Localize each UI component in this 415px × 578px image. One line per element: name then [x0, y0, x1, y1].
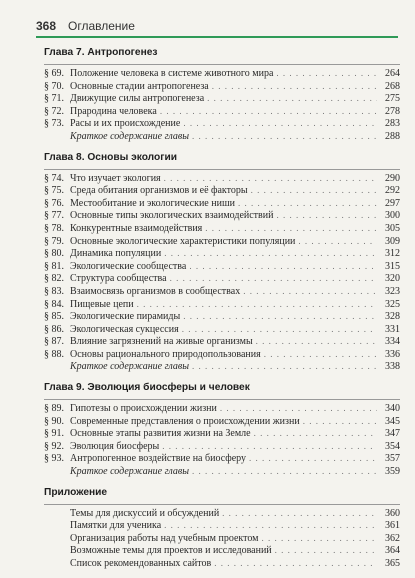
- toc-entry[interactable]: [44, 272, 400, 285]
- section-page-number: 354: [385, 440, 400, 452]
- chapter-summary-entry[interactable]: [44, 360, 400, 373]
- dot-leader: [275, 544, 377, 557]
- section-page-number: 309: [385, 235, 400, 247]
- toc-entry[interactable]: [44, 105, 400, 118]
- section-number: § 74.: [44, 172, 64, 184]
- dot-leader: [262, 532, 378, 545]
- dot-leader: [170, 272, 377, 285]
- dot-leader: [207, 92, 377, 105]
- table-of-contents: [44, 46, 400, 578]
- dot-leader: [164, 172, 377, 185]
- toc-entry[interactable]: [44, 402, 400, 415]
- section-number: § 89.: [44, 403, 64, 415]
- section-page-number: 345: [385, 415, 400, 427]
- section-title: Основные стадии антропогенеза: [70, 80, 209, 92]
- section-title: Эволюция биосферы: [70, 440, 160, 452]
- toc-entry[interactable]: [44, 209, 400, 222]
- section-number: § 80.: [44, 248, 64, 260]
- header-divider: [36, 36, 398, 38]
- section-title: Пищевые цепи: [70, 298, 134, 310]
- toc-entry[interactable]: [44, 532, 400, 545]
- dot-leader: [256, 335, 377, 348]
- dot-leader: [251, 184, 377, 197]
- section-page-number: 297: [385, 197, 400, 209]
- chapter-summary-entry[interactable]: [44, 130, 400, 143]
- dot-leader: [205, 222, 377, 235]
- section-page-number: 292: [385, 185, 400, 197]
- section-title: Основные этапы развития жизни на Земле: [70, 428, 251, 440]
- section-title: Краткое содержание главы: [70, 466, 189, 478]
- section-title: Темы для дискуссий и обсуждений: [70, 507, 220, 519]
- section-page-number: 347: [385, 428, 400, 440]
- toc-entry[interactable]: [44, 247, 400, 260]
- dot-leader: [243, 285, 377, 298]
- page-header: [36, 16, 396, 36]
- toc-entry[interactable]: [44, 235, 400, 248]
- toc-entry[interactable]: [44, 323, 400, 336]
- dot-leader: [192, 130, 377, 143]
- section-page-number: 323: [385, 285, 400, 297]
- section-number: § 78.: [44, 222, 64, 234]
- chapter-heading: Приложение: [44, 486, 108, 498]
- toc-entry[interactable]: [44, 260, 400, 273]
- toc-entry[interactable]: [44, 222, 400, 235]
- toc-entry[interactable]: [44, 507, 400, 520]
- chapter-heading: Глава 7. Антропогенез: [44, 47, 158, 58]
- dot-leader: [303, 415, 377, 428]
- section-title: Краткое содержание главы: [70, 130, 189, 142]
- section-number: § 81.: [44, 260, 64, 272]
- section-title: Взаимосвязь организмов в сообществах: [70, 285, 241, 297]
- toc-entry[interactable]: [44, 557, 400, 570]
- section-number: § 70.: [44, 80, 64, 92]
- section-title: Экологические сообщества: [70, 260, 187, 272]
- section-page-number: 275: [385, 93, 400, 105]
- toc-entry[interactable]: [44, 427, 400, 440]
- section-title: Расы и их происхождение: [70, 118, 181, 130]
- chapter-divider: [44, 64, 400, 65]
- dot-leader: [164, 519, 377, 532]
- toc-entry[interactable]: [44, 544, 400, 557]
- toc-entry[interactable]: [44, 197, 400, 210]
- section-title: Конкурентные взаимодействия: [70, 222, 203, 234]
- section-page-number: 315: [385, 260, 400, 272]
- section-page-number: 334: [385, 336, 400, 348]
- chapter-block: [44, 381, 400, 478]
- section-number: § 72.: [44, 105, 64, 117]
- section-number: § 84.: [44, 298, 64, 310]
- section-number: § 79.: [44, 235, 64, 247]
- dot-leader: [254, 427, 377, 440]
- dot-leader: [183, 310, 377, 323]
- toc-entry[interactable]: [44, 285, 400, 298]
- section-number: § 83.: [44, 285, 64, 297]
- dot-leader: [264, 348, 377, 361]
- section-page-number: 338: [385, 361, 400, 373]
- section-title: Памятки для ученика: [70, 520, 162, 532]
- toc-entry[interactable]: [44, 348, 400, 361]
- section-number: § 88.: [44, 348, 64, 360]
- section-number: § 76.: [44, 197, 64, 209]
- chapter-block: [44, 46, 400, 143]
- section-title: Положение человека в системе животного мира: [70, 68, 274, 79]
- dot-leader: [214, 557, 377, 570]
- section-page-number: 300: [385, 210, 400, 222]
- section-page-number: 362: [385, 532, 400, 544]
- toc-entry[interactable]: [44, 440, 400, 453]
- dot-leader: [192, 360, 377, 373]
- toc-entry[interactable]: [44, 519, 400, 532]
- section-page-number: 361: [385, 520, 400, 532]
- section-page-number: 268: [385, 80, 400, 92]
- dot-leader: [276, 67, 377, 80]
- section-title: Экологическая сукцессия: [70, 323, 179, 335]
- section-title: Что изучает экология: [70, 172, 161, 184]
- dot-leader: [276, 209, 377, 222]
- dot-leader: [182, 323, 377, 336]
- chapter-divider: [44, 399, 400, 400]
- section-page-number: 312: [385, 248, 400, 260]
- section-title: Среда обитания организмов и её факторы: [70, 185, 248, 197]
- toc-entry[interactable]: [44, 452, 400, 465]
- section-number: § 69.: [44, 68, 64, 79]
- dot-leader: [249, 452, 377, 465]
- section-number: § 92.: [44, 440, 64, 452]
- section-title: Основы рационального природопользования: [70, 348, 261, 360]
- dot-leader: [298, 235, 377, 248]
- dot-leader: [183, 117, 377, 130]
- section-page-number: 365: [385, 558, 400, 569]
- section-title: Гипотезы о происхождении жизни: [70, 403, 217, 415]
- section-page-number: 359: [385, 466, 400, 478]
- section-number: § 75.: [44, 185, 64, 197]
- section-page-number: 288: [385, 130, 400, 142]
- section-page-number: 264: [385, 68, 400, 79]
- section-number: § 71.: [44, 93, 64, 105]
- section-title: Основные типы экологических взаимодействий: [70, 210, 274, 222]
- toc-entry[interactable]: [44, 67, 400, 80]
- section-number: § 82.: [44, 273, 64, 285]
- section-title: Прародина человека: [70, 105, 157, 117]
- section-title: Основные экологические характеристики популяции: [70, 235, 296, 247]
- dot-leader: [238, 197, 377, 210]
- dot-leader: [222, 507, 377, 520]
- section-page-number: 328: [385, 311, 400, 323]
- toc-entry[interactable]: [44, 298, 400, 311]
- toc-entry[interactable]: [44, 80, 400, 93]
- dot-leader: [220, 402, 377, 415]
- toc-entry[interactable]: [44, 117, 400, 130]
- dot-leader: [189, 260, 377, 273]
- section-page-number: 364: [385, 545, 400, 557]
- section-title: Структура сообщества: [70, 273, 167, 285]
- toc-entry[interactable]: [44, 310, 400, 323]
- dot-leader: [212, 80, 377, 93]
- chapter-summary-entry[interactable]: [44, 465, 400, 478]
- section-title: Современные представления о происхождении жизни: [70, 415, 300, 427]
- section-page-number: 357: [385, 453, 400, 465]
- section-page-number: 325: [385, 298, 400, 310]
- dot-leader: [192, 465, 377, 478]
- chapter-block: [44, 486, 400, 570]
- toc-entry[interactable]: [44, 415, 400, 428]
- section-title: Краткое содержание главы: [70, 361, 189, 373]
- section-title: Возможные темы для проектов и исследований: [70, 545, 272, 557]
- dot-leader: [137, 298, 377, 311]
- section-title: Влияние загрязнений на живые организмы: [70, 336, 253, 348]
- dot-leader: [162, 440, 377, 453]
- section-title: Местообитание и экологические ниши: [70, 197, 235, 209]
- section-number: § 93.: [44, 453, 64, 465]
- section-page-number: 331: [385, 323, 400, 335]
- chapter-heading: Глава 9. Эволюция биосферы и человек: [44, 382, 250, 394]
- section-page-number: 278: [385, 105, 400, 117]
- section-page-number: 360: [385, 507, 400, 519]
- section-page-number: 336: [385, 348, 400, 360]
- dot-leader: [160, 105, 377, 118]
- section-page-number: 320: [385, 273, 400, 285]
- section-title: Список рекомендованных сайтов: [70, 558, 212, 569]
- section-page-number: 290: [385, 172, 400, 184]
- chapter-heading: Глава 8. Основы экологии: [44, 151, 178, 163]
- section-page-number: 305: [385, 222, 400, 234]
- section-page-number: 283: [385, 118, 400, 130]
- chapter-block: [44, 151, 400, 374]
- section-number: § 85.: [44, 311, 64, 323]
- section-number: § 86.: [44, 323, 64, 335]
- chapter-divider: [44, 169, 400, 170]
- section-number: § 87.: [44, 336, 64, 348]
- section-number: § 91.: [44, 428, 64, 440]
- page-number: 368: [36, 19, 57, 33]
- section-number: § 90.: [44, 415, 64, 427]
- section-page-number: 340: [385, 403, 400, 415]
- running-title: Оглавление: [68, 19, 135, 33]
- section-number: § 77.: [44, 210, 64, 222]
- section-title: Организация работы над учебным проектом: [70, 532, 259, 544]
- section-title: Антропогенное воздействие на биосферу: [70, 453, 247, 465]
- section-title: Движущие силы антропогенеза: [70, 93, 205, 105]
- section-title: Динамика популяции: [70, 248, 162, 260]
- section-title: Экологические пирамиды: [70, 311, 181, 323]
- chapter-divider: [44, 504, 400, 505]
- toc-entry[interactable]: [44, 172, 400, 185]
- toc-entry[interactable]: [44, 335, 400, 348]
- toc-entry[interactable]: [44, 92, 400, 105]
- toc-entry[interactable]: [44, 184, 400, 197]
- dot-leader: [164, 247, 377, 260]
- section-number: § 73.: [44, 118, 64, 130]
